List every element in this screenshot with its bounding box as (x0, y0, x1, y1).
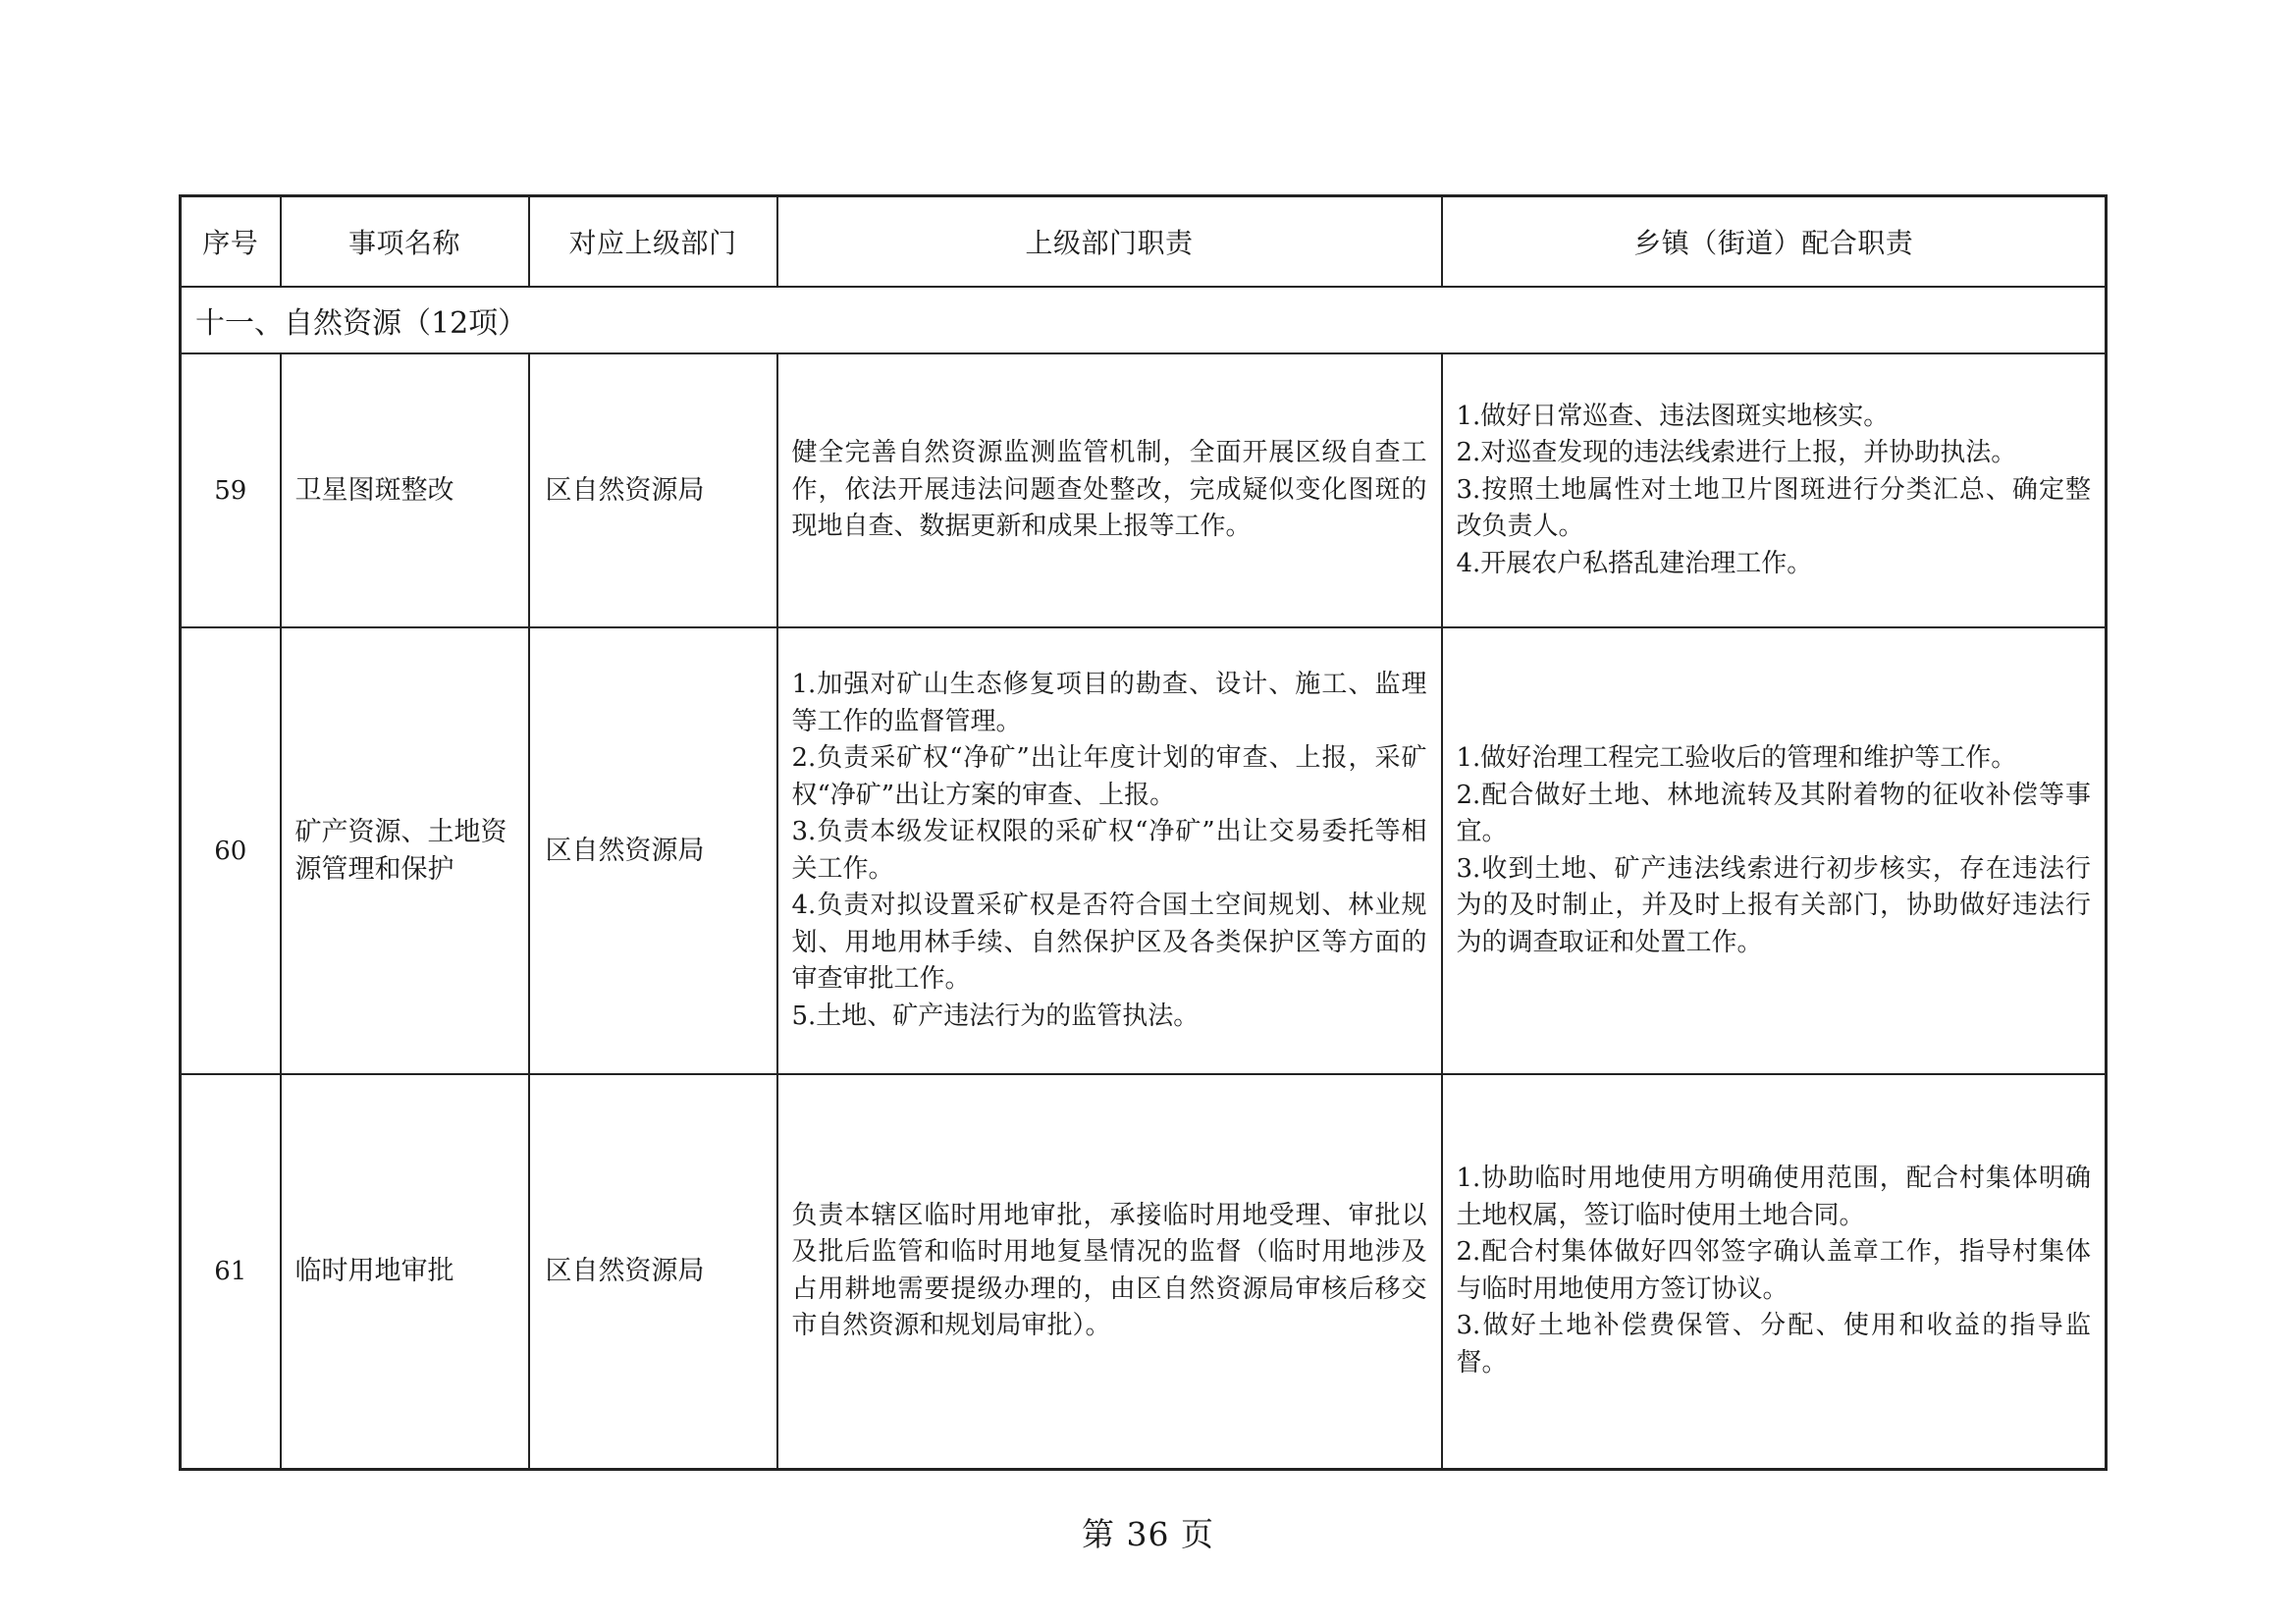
table-row (181, 1074, 2107, 1469)
duty-line: 3.做好土地补偿费保管、分配、使用和收益的指导监督。 (1456, 1311, 2091, 1378)
row-township-duty (1442, 353, 2107, 627)
duty-line: 健全完善自然资源监测监管机制，全面开展区级自查工作，依法开展违法问题查处整改，完成疑似变化图斑的现地自查、数据更新和成果上报等工作。 (791, 438, 1427, 542)
row-upper-department: 区自然资源局 (529, 1074, 777, 1469)
table-row (181, 627, 2107, 1074)
section-title: 十一、自然资源（12项） (181, 287, 2107, 353)
duty-line: 2.配合做好土地、林地流转及其附着物的征收补偿等事宜。 (1456, 780, 2091, 846)
table-row (181, 353, 2107, 627)
page-label-prefix: 第 (1082, 1515, 1115, 1553)
duty-line: 1.做好日常巡查、违法图斑实地核实。 (1456, 401, 1890, 431)
row-upper-duty (777, 627, 1442, 1074)
duty-line: 4.负责对拟设置采矿权是否符合国土空间规划、林业规划、用地用林手续、自然保护区及各类保护区等方面的审查审批工作。 (791, 891, 1427, 994)
section-row (181, 287, 2107, 353)
duty-line: 1.协助临时用地使用方明确使用范围，配合村集体明确土地权属，签订临时使用土地合同。 (1456, 1164, 2091, 1230)
row-upper-duty (777, 1074, 1442, 1469)
duty-line: 3.收到土地、矿产违法线索进行初步核实，存在违法行为的及时制止，并及时上报有关部门，协助做好违法行为的调查取证和处置工作。 (1456, 853, 2091, 957)
row-serial-number: 60 (181, 627, 281, 1074)
row-township-duty (1442, 1074, 2107, 1469)
duty-line: 2.对巡查发现的违法线索进行上报，并协助执法。 (1456, 438, 2017, 468)
responsibility-table (179, 194, 2108, 1471)
duty-line: 负责本辖区临时用地审批，承接临时用地受理、审批以及批后监管和临时用地复垦情况的监督（临时用地涉及占用耕地需要提级办理的，由区自然资源局审核后移交市自然资源和规划局审批）。 (791, 1200, 1427, 1341)
duty-line: 3.负责本级发证权限的采矿权“净矿”出让交易委托等相关工作。 (791, 817, 1427, 884)
table-header-row (181, 196, 2107, 288)
duty-line: 2.负责采矿权“净矿”出让年度计划的审查、上报，采矿权“净矿”出让方案的审查、上报。 (791, 743, 1427, 810)
duty-line: 1.做好治理工程完工验收后的管理和维护等工作。 (1456, 743, 2017, 773)
duty-line: 3.按照土地属性对土地卫片图斑进行分类汇总、确定整改负责人。 (1456, 474, 2091, 542)
header-serial-number: 序号 (181, 196, 281, 288)
row-item-name: 临时用地审批 (281, 1074, 529, 1469)
row-township-duty (1442, 627, 2107, 1074)
header-township-duty: 乡镇（街道）配合职责 (1442, 196, 2107, 288)
duty-line: 4.开展农户私搭乱建治理工作。 (1456, 548, 1813, 578)
row-serial-number: 59 (181, 353, 281, 627)
duty-line: 5.土地、矿产违法行为的监管执法。 (791, 1001, 1200, 1031)
row-upper-department: 区自然资源局 (529, 353, 777, 627)
duty-line: 1.加强对矿山生态修复项目的勘查、设计、施工、监理等工作的监督管理。 (791, 670, 1427, 736)
row-serial-number: 61 (181, 1074, 281, 1469)
header-upper-department-duty: 上级部门职责 (777, 196, 1442, 288)
header-upper-department: 对应上级部门 (529, 196, 777, 288)
row-item-name: 矿产资源、土地资源管理和保护 (281, 627, 529, 1074)
header-item-name: 事项名称 (281, 196, 529, 288)
row-item-name: 卫星图斑整改 (281, 353, 529, 627)
page-number: 36 (1126, 1515, 1170, 1553)
page-label-suffix: 页 (1181, 1515, 1214, 1553)
duty-line: 2.配合村集体做好四邻签字确认盖章工作，指导村集体与临时用地使用方签订协议。 (1456, 1237, 2091, 1304)
row-upper-department: 区自然资源局 (529, 627, 777, 1074)
page-footer (0, 1509, 2296, 1555)
row-upper-duty (777, 353, 1442, 627)
